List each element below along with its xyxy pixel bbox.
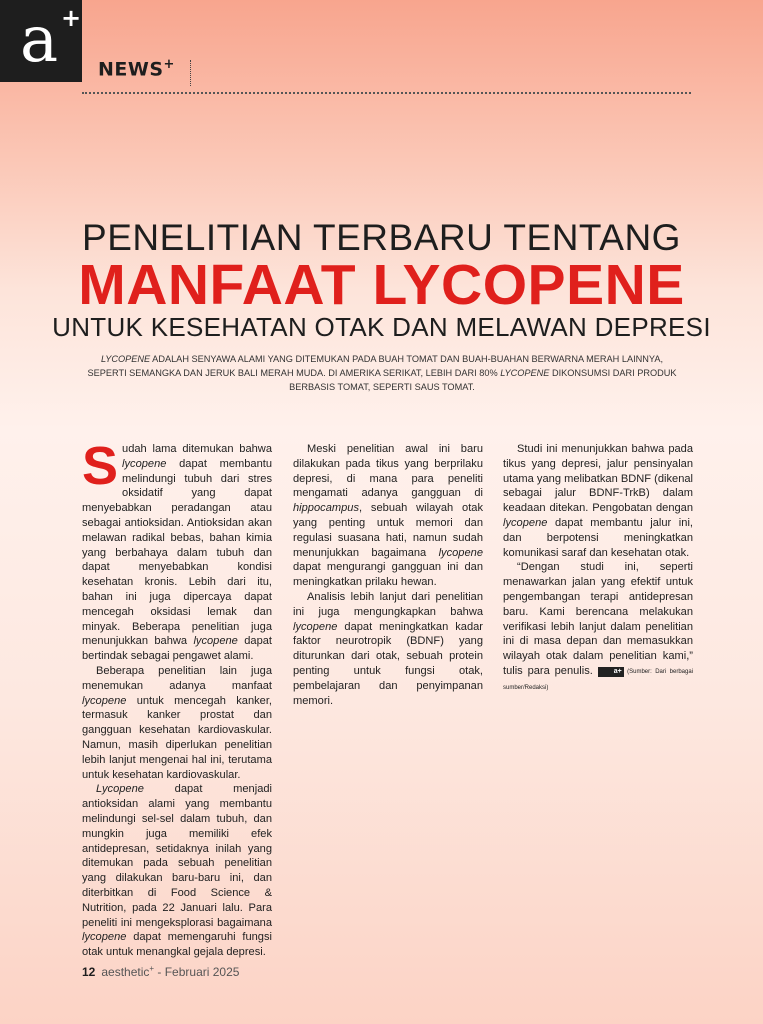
paragraph-5: Analisis lebih lanjut dari penelitian ini juga mengungkapkan bahwa lycopene dapat meningkatkan kadar faktor neurotropik (BDNF) yang diturunkan dari otak, sebuah protein penting untuk fungsi otak, pembelajaran dan penyimpanan memori. <box>293 590 483 707</box>
lead-paragraph: LYCOPENE ADALAH SENYAWA ALAMI YANG DITEMUKAN PADA BUAH TOMAT DAN BUAH-BUAHAN BERWARNA MERAH LAINNYA, SEPERTI SEMANGKA DAN JERUK BALI MERAH MUDA. DI AMERIKA SERIKAT, LEBIH DARI 80% LYCOPENE DIKONSUMSI DARI PRODUK BERBASIS TOMAT, SEPERTI SAUS TOMAT. <box>87 354 677 392</box>
source-note: (Sumber: Dari berbagai sumber/Redaksi) <box>503 668 693 691</box>
article-column-1 <box>82 436 272 960</box>
paragraph-3: Lycopene dapat menjadi antioksidan alami yang membantu melindungi sel-sel dalam tubuh, dan mungkin juga memiliki efek antidepresan, setidaknya inilah yang ditemukan pada sebuah penelitian yang dilakukan baru-baru ini, dan diterbitkan di Food Science & Nutrition, pada 22 Januari lalu. Para peneliti ini mengeksplorasi bagaimana lycopene dapat memengaruhi fungsi otak untuk menangkal gejala depresi. <box>82 783 272 959</box>
logo-letter: a <box>20 3 57 77</box>
paragraph-1: Sudah lama ditemukan bahwa lycopene dapat membantu melindungi tubuh dari stres oksidatif yang dapat menyebabkan peradangan atau sebagai antioksidan. Antioksidan akan melawan radikal bebas, bahan kimia yang berbahaya dalam tubuh dan dapat menyebabkan kondisi kesehatan kronis. Lebih dari itu, bahan ini juga dipercaya dapat mencegah oksidasi lemak dan minyak. Beberapa penelitian juga menunjukkan bahwa lycopene dapat bertindak sebagai pengawet alami. <box>82 436 272 663</box>
article-column-2 <box>293 442 483 708</box>
paragraph-4: Meski penelitian awal ini baru dilakukan pada tikus yang berprilaku depresi, di mana para peneliti mengamati adanya gangguan di hippocampus, sebuah wilayah otak yang penting untuk memori dan regulasi suasana hati, namun sudah menunjukkan bagaimana lycopene dapat mengurangi gangguan ini dan meningkatkan prilaku hewan. <box>293 443 483 589</box>
end-mark-icon: a+ <box>598 667 624 677</box>
logo-plus: + <box>61 4 82 32</box>
section-label: NEWS+ <box>98 57 175 81</box>
article-column-3 <box>503 442 693 696</box>
headline-line-1: PENELITIAN TERBARU TENTANG <box>82 217 681 258</box>
headline-line-2: MANFAAT LYCOPENE <box>78 253 685 317</box>
paragraph-7: “Dengan studi ini, seperti menawarkan jalan yang efektif untuk pengembangan terapi antidepresan baru. Kami berencana melakukan verifikasi lebih lanjut dalam penelitian ini di masa depan dan memasukkan wilayah otak dalam penelitian kami,” tulis para penulis. a+ (Sumber: Dari berbagai sumber/Redaksi) <box>503 561 693 691</box>
paragraph-2: Beberapa penelitian lain juga menemukan adanya manfaat lycopene untuk mencegah kanker, termasuk kanker prostat dan gangguan kesehatan kardiovaskular. Namun, masih diperlukan penelitian lebih lanjut mengenai hal ini, terutama untuk kesehatan kardiovaskular. <box>82 664 272 781</box>
header-rule <box>82 92 691 94</box>
page-footer: 12 aesthetic+ - Februari 2025 <box>82 964 240 979</box>
section-divider <box>190 60 191 86</box>
paragraph-6: Studi ini menunjukkan bahwa pada tikus yang depresi, jalur pensinyalan utama yang melibatkan BDNF (dikenal sebagai jalur BDNF-TrkB) dalam keadaan ditekan. Pengobatan dengan lycopene dapat membantu jalur ini, dan berpotensi meningkatkan komunikasi saraf dan kesehatan otak. <box>503 443 693 559</box>
page-number: 12 <box>82 965 96 979</box>
headline-line-3: UNTUK KESEHATAN OTAK DAN MELAWAN DEPRESI <box>52 312 711 342</box>
dropcap: S <box>82 436 119 496</box>
magazine-logo <box>0 0 82 82</box>
